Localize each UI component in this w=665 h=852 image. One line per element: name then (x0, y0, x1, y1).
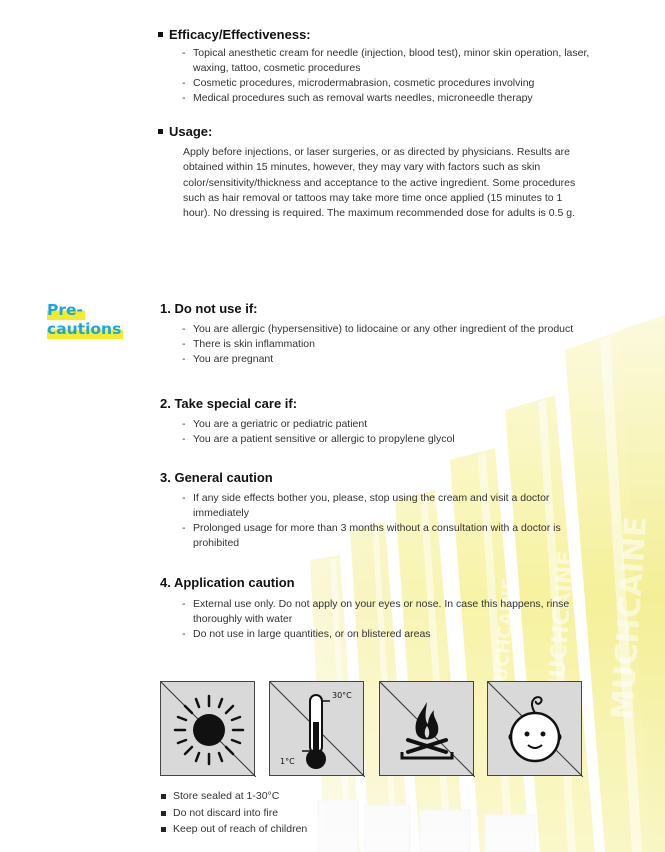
section-heading: 1. Do not use if: (160, 301, 258, 316)
list-item: - Medical procedures such as removal warts needles, microneedle therapy (182, 91, 592, 106)
section-heading: 4. Application caution (160, 575, 295, 590)
list-item: - You are allergic (hypersensitive) to lidocaine or any other ingredient of the product (182, 322, 602, 337)
section-list (182, 597, 587, 642)
fire-icon (380, 682, 475, 777)
list-item: - There is skin inflammation (182, 337, 602, 352)
list-item: - You are pregnant (182, 352, 602, 367)
efficacy-list (182, 46, 592, 106)
sun-icon (161, 682, 256, 777)
bullet-icon (158, 129, 163, 134)
usage-paragraph: Apply before injections, or laser surgeries, or as directed by physicians. Results are obtained within 15 minutes, however, they may vary with factors such as skin color/sensitivity/thickness and acceptance to the active ingredient. Some procedures such as hair removal or tattoos may take more time once applied (15 minutes to 1 hour). No dressing is required. The maximum recommended dose for adults is 0.5 g. (183, 146, 576, 220)
list-item: Keep out of reach of children (161, 821, 307, 838)
temp-low-label: 1°C (280, 757, 295, 766)
section-heading: 2. Take special care if: (160, 396, 298, 411)
section-list (182, 322, 602, 367)
fire-icon-box (379, 681, 474, 776)
list-item: - You are a geriatric or pediatric patient (182, 417, 602, 432)
thermometer-icon (270, 682, 365, 777)
precautions-tag-line1: Pre- (47, 301, 83, 319)
baby-icon-box (487, 681, 582, 776)
list-item: - Do not use in large quantities, or on blistered areas (182, 627, 587, 642)
usage-heading: Usage: (158, 124, 212, 139)
baby-icon (488, 682, 583, 777)
list-item: - Cosmetic procedures, microdermabrasion, cosmetic procedures involving (182, 76, 592, 91)
precautions-tag (47, 301, 123, 339)
list-item: - If any side effects bother you, please, stop using the cream and visit a doctor immediately (182, 491, 587, 521)
list-item: - You are a patient sensitive or allergic to propylene glycol (182, 432, 602, 447)
list-item: - Prolonged usage for more than 3 months without a consultation with a doctor is prohibited (182, 521, 587, 551)
sun-icon-box (160, 681, 255, 776)
section-list (182, 491, 587, 551)
list-item: - Topical anesthetic cream for needle (injection, blood test), minor skin operation, laser, waxing, tattoo, cosmetic procedures (182, 46, 592, 76)
precautions-tag-line2: cautions (47, 320, 122, 338)
section-list (182, 417, 602, 447)
list-item: Do not discard into fire (161, 805, 307, 822)
temp-high-label: 30°C (332, 691, 352, 700)
storage-notes-list (161, 788, 307, 838)
efficacy-heading: Efficacy/Effectiveness: (158, 27, 311, 42)
list-item: - External use only. Do not apply on your eyes or nose. In case this happens, rinse thoroughly with water (182, 597, 587, 627)
thermometer-icon-box (269, 681, 364, 776)
list-item: Store sealed at 1-30°C (161, 788, 307, 805)
bullet-icon (158, 32, 163, 37)
section-heading: 3. General caution (160, 470, 273, 485)
